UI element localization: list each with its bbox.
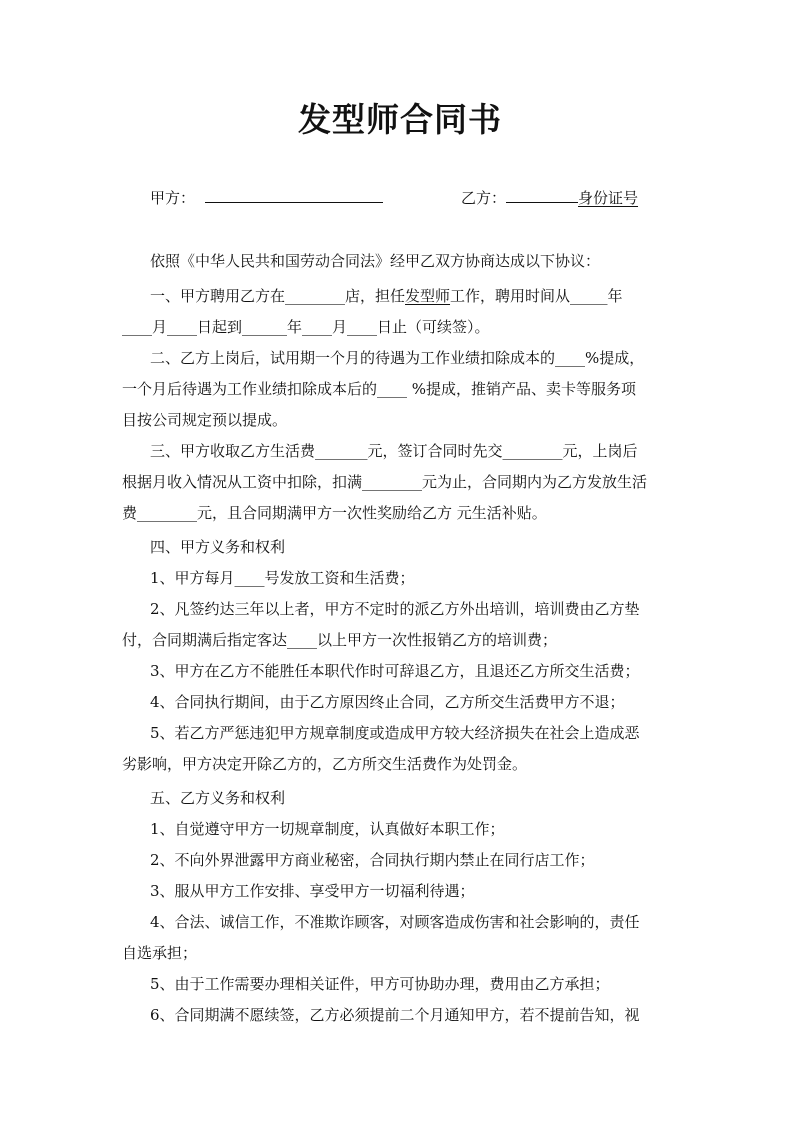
section-4-heading: 四、甲方义务和权利 (150, 538, 286, 556)
id-number-label: 身份证号 (578, 189, 639, 207)
party-a-blank[interactable] (205, 186, 383, 203)
section-5-item-4-line-2: 自选承担； (122, 944, 198, 962)
parties-row (0, 186, 800, 212)
clause-1-line-2: ____月____日起到______年____月____日止（可续签）。 (122, 318, 490, 336)
party-b-label: 乙方： (461, 189, 507, 207)
section-5-item-2: 2、不向外界泄露甲方商业秘密，合同执行期内禁止在同行店工作； (150, 851, 595, 869)
clause-2-line-3: 目按公司规定预以提成。 (122, 411, 288, 429)
section-4-item-1: 1、甲方每月____号发放工资和生活费； (150, 569, 415, 587)
party-a (150, 186, 383, 208)
clause-1-line-1 (0, 286, 800, 306)
clause-2-line-1: 二、乙方上岗后，试用期一个月的待遇为工作业绩扣除成本的____%提成， (150, 349, 645, 367)
clause-3-line-3: 费________元，且合同期满甲方一次性奖励给乙方 元生活补贴。 (122, 504, 547, 522)
section-5-item-6-line-1: 6、合同期满不愿续签，乙方必须提前二个月通知甲方，若不提前告知，视 (150, 1006, 640, 1024)
clause-2-line-2: 一个月后待遇为工作业绩扣除成本后的____ %提成，推销产品、卖卡等服务项 (122, 380, 637, 398)
section-4-item-2-line-1: 2、凡签约达三年以上者，甲方不定时的派乙方外出培训，培训费由乙方垫 (150, 600, 640, 618)
clause-1-text-b: 工作，聘用时间从_____年 (450, 287, 623, 305)
document-title: 发型师合同书 (298, 100, 502, 139)
section-5-item-5: 5、由于工作需要办理相关证件，甲方可协助办理，费用由乙方承担； (150, 975, 610, 993)
section-5-heading: 五、乙方义务和权利 (150, 789, 286, 807)
section-4-item-4: 4、合同执行期间，由于乙方原因终止合同，乙方所交生活费甲方不退； (150, 693, 625, 711)
party-a-label: 甲方： (150, 189, 196, 207)
section-4-item-2-line-2: 付，合同期满后指定客达____以上甲方一次性报销乙方的培训费； (122, 631, 558, 649)
intro-line: 依照《中华人民共和国劳动合同法》经甲乙双方协商达成以下协议： (150, 252, 601, 270)
section-4-item-5-line-2: 劣影响，甲方决定开除乙方的，乙方所交生活费作为处罚金。 (122, 755, 528, 773)
party-b (461, 186, 638, 208)
section-5-item-4-line-1: 4、合法、诚信工作，不准欺诈顾客，对顾客造成伤害和社会影响的，责任 (150, 913, 640, 931)
clause-3-line-1: 三、甲方收取乙方生活费_______元，签订合同时先交________元，上岗后 (150, 442, 638, 460)
section-5-item-3: 3、服从甲方工作安排、享受甲方一切福利待遇； (150, 882, 475, 900)
job-title: 发型师 (405, 287, 451, 305)
clause-3-line-2: 根据月收入情况从工资中扣除，扣满________元为止，合同期内为乙方发放生活 (122, 473, 648, 491)
section-4-item-5-line-1: 5、若乙方严惩违犯甲方规章制度或造成甲方较大经济损失在社会上造成恶 (150, 724, 640, 742)
clause-1-text-a: 一、甲方聘用乙方在________店，担任 (150, 287, 406, 305)
section-5-item-1: 1、自觉遵守甲方一切规章制度，认真做好本职工作； (150, 820, 505, 838)
party-b-blank[interactable] (506, 186, 578, 203)
section-4-item-3: 3、甲方在乙方不能胜任本职代作时可辞退乙方，且退还乙方所交生活费； (150, 662, 640, 680)
